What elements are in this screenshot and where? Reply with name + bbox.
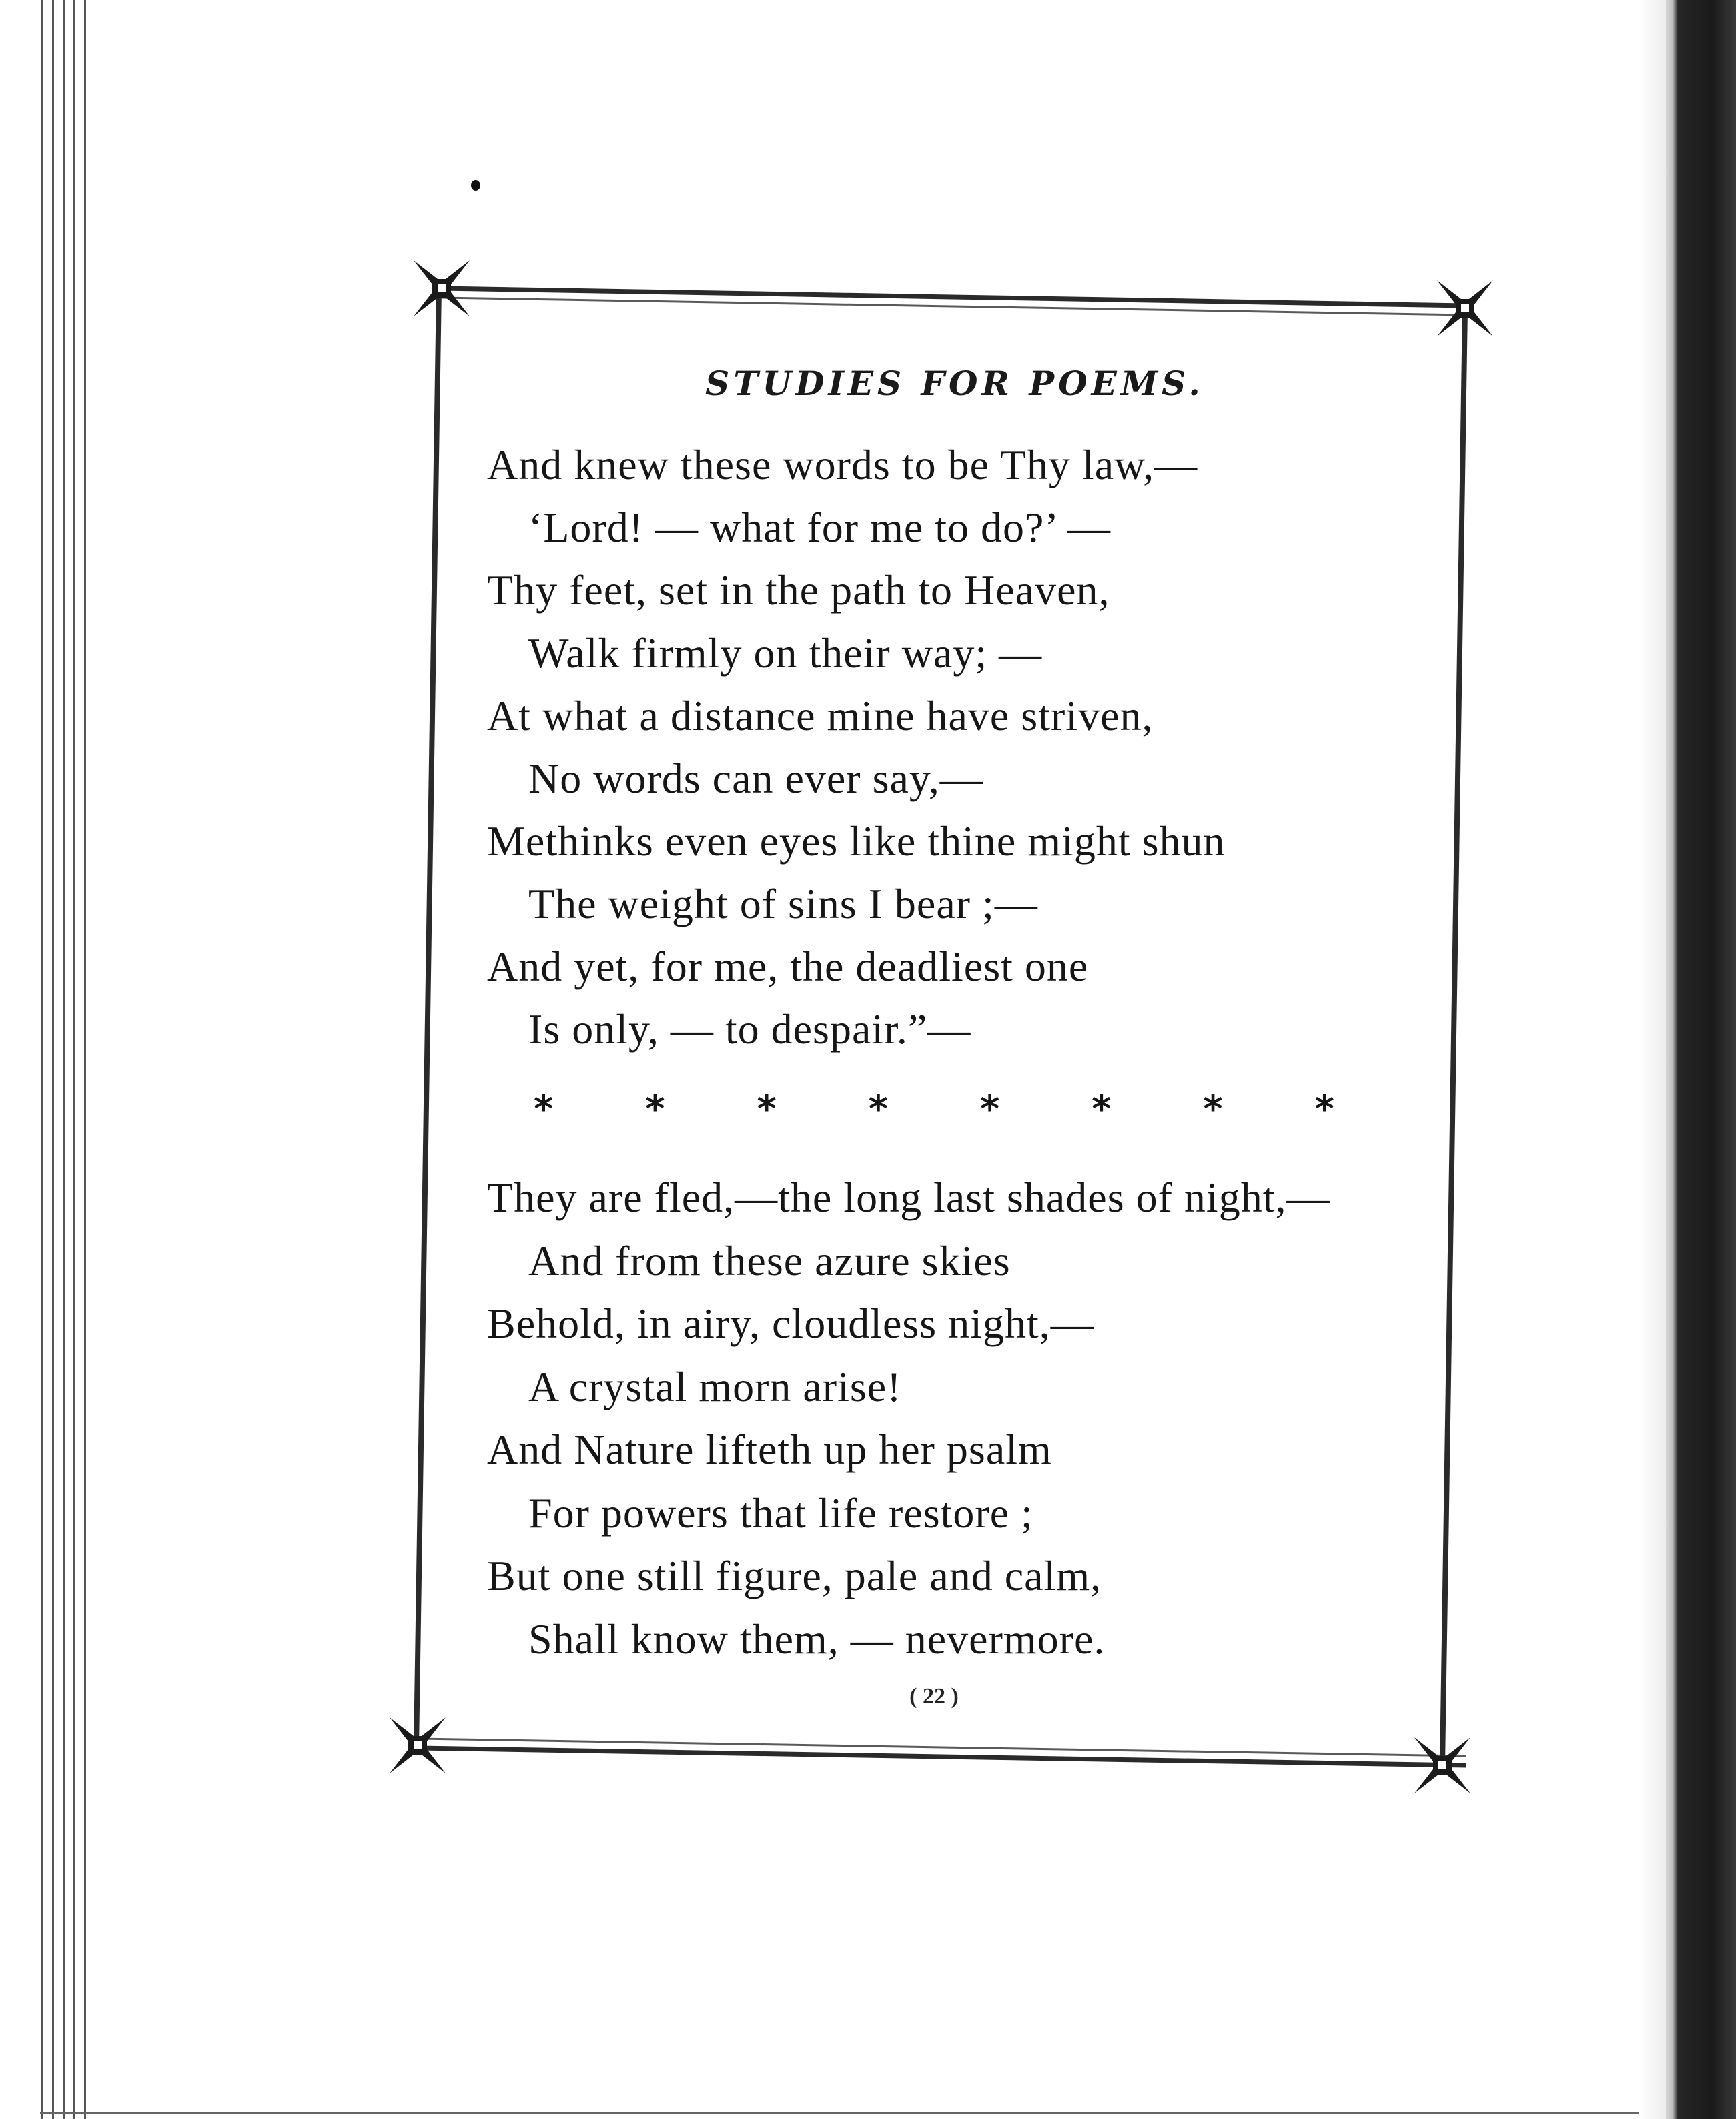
asterisk-ornament: * xyxy=(757,1088,777,1131)
asterisk-ornament: * xyxy=(1092,1088,1112,1131)
poem-line: Walk firmly on their way; — xyxy=(528,629,1043,677)
poem-line: And yet, for me, the deadliest one xyxy=(487,943,1089,990)
poem-line: The weight of sins I bear ;— xyxy=(528,880,1038,927)
poem-line: And from these azure skies xyxy=(528,1236,1011,1284)
poem-line: Is only, — to despair.”— xyxy=(528,1005,971,1053)
asterisk-ornament: * xyxy=(868,1088,888,1131)
poem-line: And knew these words to be Thy law,— xyxy=(487,441,1198,488)
page-heading: STUDIES FOR POEMS. xyxy=(705,364,1204,403)
stanza-1 xyxy=(487,434,1448,1061)
asterisk-ornament: * xyxy=(1203,1088,1223,1131)
page-number: ( 22 ) xyxy=(909,1684,959,1709)
poem-line: No words can ever say,— xyxy=(528,755,983,802)
poem-line: Behold, in airy, cloudless night,— xyxy=(487,1300,1094,1347)
poem-line: They are fled,—the long last shades of night,— xyxy=(487,1174,1330,1221)
poem-line: And Nature lifteth up her psalm xyxy=(487,1426,1052,1473)
section-separator xyxy=(534,1080,1334,1140)
poem-line: ‘Lord! — what for me to do?’ — xyxy=(528,504,1111,551)
poem-line: But one still figure, pale and calm, xyxy=(487,1552,1102,1599)
asterisk-ornament: * xyxy=(645,1088,665,1131)
poem-line: At what a distance mine have striven, xyxy=(487,692,1154,739)
poem-body xyxy=(487,434,1448,1671)
poem-line: Shall know them, — nevermore. xyxy=(528,1615,1106,1663)
poem-line: A crystal morn arise! xyxy=(528,1362,902,1410)
asterisk-ornament: * xyxy=(1314,1088,1334,1131)
poem-line: Thy feet, set in the path to Heaven, xyxy=(487,566,1110,614)
asterisk-ornament: * xyxy=(979,1088,1000,1131)
poem-line: For powers that life restore ; xyxy=(528,1489,1033,1537)
stanza-2 xyxy=(487,1166,1448,1671)
poem-line: Methinks even eyes like thine might shun xyxy=(487,817,1226,865)
asterisk-ornament: * xyxy=(534,1088,554,1131)
